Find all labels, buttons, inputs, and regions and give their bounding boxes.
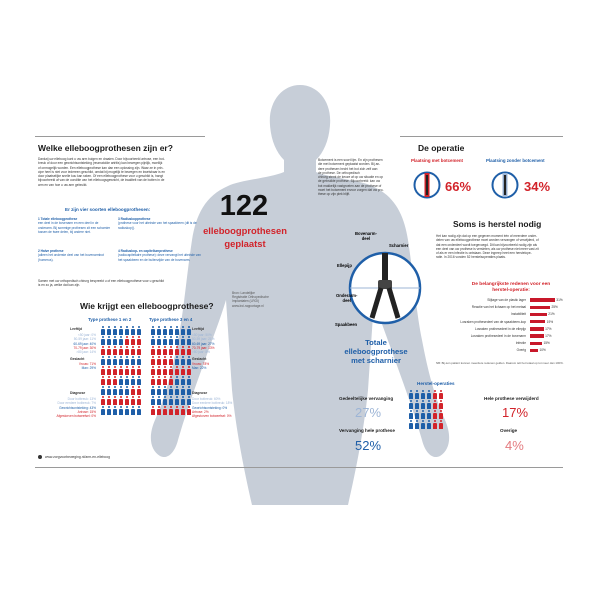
person-icon	[150, 376, 155, 385]
person-icon	[186, 406, 191, 415]
people-grid-type12	[100, 326, 142, 416]
person-icon	[100, 346, 105, 355]
person-icon	[100, 326, 105, 335]
person-icon	[186, 386, 191, 395]
person-row	[100, 336, 142, 345]
person-icon	[124, 386, 129, 395]
type-1: 1 Totale elleboogprothese een deel in de bovenarm en een deel in de onderarm. Bij sommige prothesen zit een scharnier tussen de twee delen, bij andere niet.	[38, 217, 111, 234]
reason-bar	[530, 320, 545, 324]
person-icon	[118, 366, 123, 375]
source-note: Bron: Landelijke Registratie Orthopedische Implantaten (LROI) www.lroi-rapportage.nl	[232, 291, 269, 308]
diag-list-12: Door botbreuk: 13% Door eerdere botbreuk: 7% Gewrichtsontsteking: 43% Artrose: 15% Afgestorven botweefsel: 0%	[56, 397, 96, 419]
overige-value: 4%	[505, 438, 524, 453]
person-icon	[408, 420, 413, 429]
person-icon	[124, 336, 129, 345]
person-icon	[130, 346, 135, 355]
person-icon	[408, 390, 413, 399]
intro-left: Dankzij uw elleboog kunt u uw arm buigen en draaien. Door bijvoorbeeld artrose, een bot- breuk of door een gewrichtsontsteking (reumatoïde artritis) kan bewegen pijnlijk, moeilijk of onmogelijk worden. Een elleboogprothese kan dan een oplossing zijn. Waar ze in prin- cipe heel is niet voor iedereen geschikt, omdat bij mogelijk te bewegen en kwetsbaar is en door plaatselijke snelle kou kan raken. Of een elleboogprothese voor u geschikt is, hangt bijvoorbeeld af van de conditie van het elleboogsgewricht, de kwaliteit van de botten in de arm en van hoe u uw arm gebruikt.	[38, 157, 166, 187]
person-row	[150, 356, 192, 365]
person-icon	[162, 396, 167, 405]
person-icon	[174, 346, 179, 355]
person-icon	[118, 326, 123, 335]
person-icon	[168, 346, 173, 355]
person-icon	[100, 336, 105, 345]
gender-label-12: Geslacht	[70, 357, 85, 361]
person-icon	[130, 336, 135, 345]
person-icon	[100, 406, 105, 415]
bottom-rule	[35, 467, 563, 468]
reason-label: Losraken prothesedeel in de ellepijp	[474, 326, 526, 331]
person-icon	[112, 346, 117, 355]
operatie-heading: De operatie	[418, 143, 465, 153]
placement-with-label: Plaatsing met botcement	[411, 158, 463, 163]
person-icon	[420, 400, 425, 409]
reason-bar	[530, 342, 542, 346]
herstel-people-grid	[408, 390, 444, 430]
person-row	[150, 366, 192, 375]
person-row	[100, 366, 142, 375]
type-3: 3 Radiuskopprothese (prothese voor het uiteinde van het spaakbeen (dit is de radiuskop)).	[118, 217, 197, 230]
person-icon	[162, 346, 167, 355]
title-left: Welke elleboogprothesen zijn er?	[38, 143, 173, 153]
person-icon	[130, 326, 135, 335]
reason-value: 21%	[548, 312, 555, 317]
person-row	[408, 410, 444, 419]
gender-list-12: Vrouw: 71% Man: 29%	[78, 362, 96, 371]
person-icon	[174, 406, 179, 415]
person-icon	[130, 366, 135, 375]
person-icon	[162, 366, 167, 375]
person-icon	[106, 406, 111, 415]
label-spaakbeen: Spaakbeen	[335, 322, 358, 327]
person-icon	[174, 326, 179, 335]
person-icon	[112, 396, 117, 405]
age-label-34: Leeftijd	[192, 327, 205, 331]
person-icon	[100, 366, 105, 375]
person-icon	[124, 376, 129, 385]
person-icon	[186, 336, 191, 345]
reasons-chart	[436, 298, 566, 360]
person-icon	[168, 336, 173, 345]
reason-value: 15%	[543, 341, 550, 346]
person-icon	[180, 386, 185, 395]
person-icon	[162, 326, 167, 335]
person-icon	[150, 406, 155, 415]
person-icon	[186, 346, 191, 355]
person-icon	[112, 336, 117, 345]
label-bovenarmdeel: Bovenarm- deel	[355, 231, 377, 241]
reason-value: 17%	[545, 326, 552, 331]
gender-label-34: Geslacht	[192, 357, 207, 361]
person-icon	[186, 366, 191, 375]
prosthesis-upper	[382, 253, 388, 283]
count-line1: elleboogprothesen	[203, 225, 287, 236]
people-grid-type34	[150, 326, 192, 416]
person-icon	[432, 420, 437, 429]
person-icon	[136, 386, 141, 395]
footer-url: www.zorgvoorbeweging.nl/arm-en-elleboog	[45, 455, 111, 459]
person-icon	[124, 406, 129, 415]
person-icon	[438, 420, 443, 429]
person-icon	[106, 386, 111, 395]
person-icon	[130, 396, 135, 405]
person-icon	[162, 376, 167, 385]
person-icon	[168, 396, 173, 405]
reason-value: 17%	[545, 334, 552, 338]
person-icon	[168, 366, 173, 375]
person-icon	[174, 396, 179, 405]
person-icon	[136, 376, 141, 385]
person-icon	[186, 376, 191, 385]
reason-value: 19%	[546, 319, 554, 324]
person-row	[408, 400, 444, 409]
reason-label: Overig	[516, 348, 526, 353]
who-heading: Wie krijgt een elleboogprothese?	[80, 301, 214, 311]
person-icon	[112, 356, 117, 365]
person-icon	[100, 356, 105, 365]
person-icon	[180, 336, 185, 345]
person-icon	[112, 406, 117, 415]
person-row	[150, 346, 192, 355]
label-ellepijp: Ellepijp	[337, 263, 352, 268]
reason-label: Losraken prothesedeel van de spaakbeen-kop	[460, 319, 526, 324]
person-icon	[162, 386, 167, 395]
person-icon	[438, 390, 443, 399]
reason-bar	[530, 327, 544, 331]
person-icon	[162, 336, 167, 345]
person-icon	[130, 386, 135, 395]
person-icon	[408, 400, 413, 409]
person-row	[408, 390, 444, 399]
placement-without-value: 34%	[524, 179, 551, 194]
person-icon	[438, 400, 443, 409]
operatie-text: Botcement is een soort lijm. En zijn prothesen die met botcement geplaatst worden. Bij an- dere prothesen hecht het bot zich zelf aan de prothese. De orthopedisch chirurg stemt de keuze af op uw situatie en op de gebruikte prothese. Bijvoorbeeld: kan uw bot makkelijk vastgroeien aan de prothese of moet het botcement ervoor zorgen dat uw pro- these op zijn plek blijft.	[318, 158, 384, 197]
person-icon	[106, 376, 111, 385]
label-onderarmdeel: Onderarm- deel	[336, 293, 358, 303]
person-icon	[414, 390, 419, 399]
person-icon	[180, 346, 185, 355]
person-icon	[106, 336, 111, 345]
person-icon	[174, 356, 179, 365]
placement-with-icon	[412, 170, 442, 200]
person-icon	[156, 386, 161, 395]
person-row	[100, 406, 142, 415]
person-row	[150, 386, 192, 395]
person-icon	[118, 396, 123, 405]
person-icon	[156, 336, 161, 345]
reason-label: Losraken prothesedeel in de bovenarm	[470, 334, 526, 338]
person-icon	[426, 420, 431, 429]
person-icon	[156, 366, 161, 375]
person-icon	[124, 356, 129, 365]
hele-value: 52%	[355, 438, 382, 453]
person-icon	[168, 386, 173, 395]
person-icon	[186, 356, 191, 365]
person-icon	[150, 366, 155, 375]
type34-label: Type prothese 3 en 4	[149, 317, 193, 322]
person-icon	[156, 396, 161, 405]
diag-label-12: Diagnose	[70, 391, 86, 395]
person-icon	[136, 366, 141, 375]
person-row	[150, 336, 192, 345]
person-icon	[150, 386, 155, 395]
person-icon	[408, 410, 413, 419]
person-icon	[180, 406, 185, 415]
person-icon	[156, 356, 161, 365]
person-icon	[426, 410, 431, 419]
diag-label-34: Diagnose	[192, 391, 208, 395]
count-line2: geplaatst	[224, 238, 266, 249]
person-row	[100, 386, 142, 395]
herstel-heading: Soms is herstel nodig	[453, 219, 542, 229]
person-icon	[150, 326, 155, 335]
person-row	[100, 376, 142, 385]
herstel-text: Het kan nodig zijn dat op een gegeven moment één of meerdere onder- delen van uw elleboogprothese moet worden vervangen of verwijderd, of dat een onderdeel wordt toegevoegd. Dit kan bijvoorbeeld nodig zijn als een deel van uw prothese is versleten, als uw prothese niet meer vast zit of als er een infectie is ontstaan. Deze ingreep heet een herstelope- ratie. In 2016 vonden 52 herstelsoperaties plaats.	[436, 234, 539, 260]
person-row	[150, 376, 192, 385]
person-icon	[106, 326, 111, 335]
reason-value: 25%	[551, 305, 558, 310]
person-row	[100, 396, 142, 405]
person-icon	[180, 396, 185, 405]
label-scharnier: Scharnier	[389, 243, 409, 248]
reason-bar	[530, 298, 555, 302]
footer-link[interactable]	[38, 455, 110, 459]
person-icon	[420, 390, 425, 399]
person-icon	[168, 326, 173, 335]
gedeeltelijk-label: Gedeeltelijke vervanging	[339, 396, 394, 401]
person-icon	[414, 400, 419, 409]
person-icon	[420, 420, 425, 429]
gender-list-34: Vrouw: 78% Man: 22%	[192, 362, 210, 371]
person-row	[100, 346, 142, 355]
placement-with-value: 66%	[445, 179, 472, 194]
placement-without-icon	[490, 170, 520, 200]
person-icon	[118, 386, 123, 395]
person-row	[150, 406, 192, 415]
top-rule-left	[35, 136, 205, 137]
person-icon	[168, 376, 173, 385]
reason-label: Infectie	[515, 341, 526, 346]
person-icon	[112, 376, 117, 385]
person-icon	[136, 356, 141, 365]
person-icon	[180, 376, 185, 385]
person-icon	[150, 356, 155, 365]
type-2: 2 Halve prothese (alleen het onderste deel van het bovenarmbot (humerus).	[38, 249, 104, 262]
person-row	[150, 326, 192, 335]
herstel-label: Herstel-operaties	[417, 381, 455, 386]
person-icon	[414, 410, 419, 419]
person-icon	[124, 326, 129, 335]
person-icon	[118, 406, 123, 415]
placement-without-label: Plaatsing zonder botcement	[486, 158, 545, 163]
reason-label: Reactie van het lichaam op het metaal	[471, 305, 526, 310]
person-icon	[100, 396, 105, 405]
person-icon	[130, 376, 135, 385]
diagram-caption: Totale elleboogprothese met scharnier	[344, 338, 408, 365]
person-icon	[106, 396, 111, 405]
person-icon	[118, 356, 123, 365]
person-icon	[118, 336, 123, 345]
top-rule-right	[400, 136, 563, 137]
person-icon	[162, 406, 167, 415]
person-icon	[438, 410, 443, 419]
person-icon	[162, 356, 167, 365]
person-icon	[106, 346, 111, 355]
person-icon	[168, 406, 173, 415]
person-icon	[124, 346, 129, 355]
person-icon	[432, 400, 437, 409]
diag-list-34: Door botbreuk: 60% Door eerdere botbreuk: 18% Gewrichtsontsteking: 0% Artrose: 2% Afgestorven botweefsel: 0%	[192, 397, 233, 419]
person-icon	[426, 400, 431, 409]
person-icon	[136, 326, 141, 335]
person-icon	[186, 326, 191, 335]
person-icon	[174, 366, 179, 375]
person-icon	[432, 410, 437, 419]
person-row	[408, 420, 444, 429]
person-icon	[414, 420, 419, 429]
gedeeltelijk-value: 27%	[355, 405, 382, 420]
prosthesis-hinge	[378, 280, 392, 289]
person-icon	[118, 376, 123, 385]
age-label-12: Leeftijd	[70, 327, 83, 331]
person-icon	[180, 326, 185, 335]
person-icon	[180, 356, 185, 365]
person-icon	[156, 376, 161, 385]
person-row	[100, 356, 142, 365]
reason-bar	[530, 349, 538, 353]
reason-value: 31%	[556, 298, 563, 302]
person-icon	[420, 410, 425, 419]
person-icon	[156, 406, 161, 415]
person-icon	[186, 396, 191, 405]
person-icon	[112, 386, 117, 395]
person-icon	[150, 396, 155, 405]
person-icon	[100, 386, 105, 395]
person-icon	[124, 396, 129, 405]
person-icon	[174, 386, 179, 395]
person-icon	[156, 346, 161, 355]
reason-bar	[530, 313, 547, 317]
person-icon	[174, 336, 179, 345]
age-list-34: <50 jaar: 50% 50-59 jaar: 21% 60-69 jaar: 27% 70-79 jaar: 13% >80 jaar: 8%	[192, 333, 215, 355]
person-icon	[112, 366, 117, 375]
person-icon	[150, 346, 155, 355]
person-icon	[136, 336, 141, 345]
hele-label: Vervanging hele prothese	[339, 428, 395, 433]
person-icon	[174, 376, 179, 385]
person-icon	[180, 366, 185, 375]
person-icon	[112, 326, 117, 335]
person-row	[150, 396, 192, 405]
person-icon	[150, 336, 155, 345]
person-icon	[130, 356, 135, 365]
person-row	[100, 326, 142, 335]
person-icon	[118, 346, 123, 355]
age-list-12: <50 jaar: 0% 50-59 jaar: 11% 60-69 jaar: 40% 70-79 jaar: 30% >80 jaar: 14%	[73, 333, 96, 355]
verwijderd-label: Hele prothese verwijderd	[484, 396, 539, 401]
person-icon	[432, 390, 437, 399]
person-icon	[106, 366, 111, 375]
types-heading: Er zijn vier soorten elleboogprothesen:	[65, 207, 151, 212]
reason-label: Slijtage van de plastic lager	[487, 298, 526, 302]
reason-bar	[530, 306, 550, 310]
reasons-heading: De belangrijkste redenen voor een herstel-operatie:	[471, 282, 551, 293]
person-icon	[100, 376, 105, 385]
person-icon	[124, 366, 129, 375]
reason-label: Instabiliteit	[510, 312, 526, 317]
count-number: 122	[219, 190, 269, 222]
person-icon	[426, 390, 431, 399]
type-4: 4 Radiuskop- en capitellumprothese (radiocapitellaire prothese): deze vervangt het uiteinde van het spaakbeen en de buitenzijde van de bovenarm.	[118, 249, 201, 262]
person-icon	[130, 406, 135, 415]
reason-value: 10%	[539, 348, 546, 353]
person-icon	[168, 356, 173, 365]
globe-icon	[38, 455, 42, 459]
person-icon	[136, 406, 141, 415]
type12-label: Type prothese 1 en 2	[88, 317, 132, 322]
outro-left: Samen met uw orthopedisch chirurg bespreekt u of een elleboogprothese voor u geschikt is en zo ja, welke dat kan zijn.	[38, 279, 164, 288]
person-icon	[156, 326, 161, 335]
person-icon	[106, 356, 111, 365]
person-icon	[136, 396, 141, 405]
person-icon	[136, 346, 141, 355]
reason-bar	[530, 334, 544, 338]
verwijderd-value: 17%	[502, 405, 529, 420]
reasons-footnote: NB: Bij één patiënt kunnen meerdere redenen gelden. Daarom telt het totaal op tot meer dan 100%.	[436, 361, 564, 365]
overige-label: Overige	[500, 428, 518, 433]
